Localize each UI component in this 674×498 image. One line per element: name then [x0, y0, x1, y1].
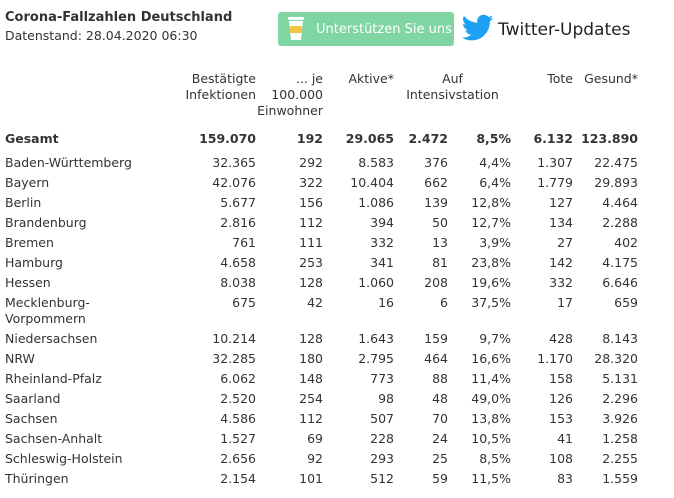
cases-table: [5, 71, 638, 489]
cell-per-100k: 42: [307, 295, 323, 310]
cell-confirmed: 42.076: [212, 175, 256, 190]
cell-deaths: 428: [549, 331, 573, 346]
cell-icu-percent: 19,6%: [471, 275, 511, 290]
cell-active: 512: [370, 471, 394, 486]
cell-icu-percent: 9,7%: [479, 331, 511, 346]
cell-region-line: Vorpommern: [5, 311, 86, 326]
header-confirmed: [165, 71, 256, 129]
cell-recovered: 28.320: [594, 351, 638, 366]
cell-region: Hessen: [5, 275, 51, 290]
cell-icu: 159: [424, 331, 448, 346]
cell-icu-percent: 12,7%: [471, 215, 511, 230]
cell-active: 507: [370, 411, 394, 426]
header-active: Aktive*: [348, 71, 394, 86]
header-per-100k-line3: Einwohner: [257, 103, 323, 118]
header-icu-line2: Intensivstation: [406, 87, 499, 102]
header-per-100k-line1: ... je: [295, 71, 323, 86]
cell-icu: 2.472: [408, 131, 448, 146]
header-per-100k: [256, 71, 323, 129]
table-row: [5, 369, 638, 389]
cell-recovered: 3.926: [602, 411, 638, 426]
cell-icu-percent: 11,4%: [471, 371, 511, 386]
data-timestamp: Datenstand: 28.04.2020 06:30: [5, 28, 198, 43]
cell-icu-percent: 8,5%: [476, 131, 511, 146]
cell-deaths: 142: [549, 255, 573, 270]
cell-deaths: 41: [557, 431, 573, 446]
cell-recovered: 4.175: [602, 255, 638, 270]
cell-recovered: 6.646: [602, 275, 638, 290]
cell-region: Thüringen: [5, 471, 69, 486]
cell-region: Gesamt: [5, 131, 59, 146]
cell-recovered: 402: [614, 235, 638, 250]
cell-active: 341: [370, 255, 394, 270]
header-region: [5, 71, 165, 129]
cell-deaths: 6.132: [533, 131, 573, 146]
cell-icu-percent: 11,5%: [471, 471, 511, 486]
cell-confirmed: 32.285: [212, 351, 256, 366]
cell-per-100k: 128: [299, 331, 323, 346]
cell-active: 10.404: [350, 175, 394, 190]
cell-icu: 48: [432, 391, 448, 406]
cell-icu-percent: 12,8%: [471, 195, 511, 210]
table-row: [5, 193, 638, 213]
cell-confirmed: 5.677: [220, 195, 256, 210]
cell-recovered: 659: [614, 295, 638, 310]
header-deaths: Tote: [547, 71, 573, 86]
table-row: [5, 389, 638, 409]
cell-recovered: 2.255: [602, 451, 638, 466]
cell-recovered: 123.890: [581, 131, 638, 146]
cell-icu-percent: 3,9%: [479, 235, 511, 250]
cell-active: 2.795: [358, 351, 394, 366]
cell-region: Rheinland-Pfalz: [5, 371, 102, 386]
cell-region: Brandenburg: [5, 215, 87, 230]
cell-icu: 88: [432, 371, 448, 386]
cell-icu: 376: [424, 155, 448, 170]
cell-recovered: 1.559: [602, 471, 638, 486]
cell-region: NRW: [5, 351, 35, 366]
cell-icu-percent: 8,5%: [479, 451, 511, 466]
cell-confirmed: 6.062: [220, 371, 256, 386]
cell-region: Bremen: [5, 235, 54, 250]
header-confirmed-line1: Bestätigte: [191, 71, 256, 86]
twitter-updates-link[interactable]: [462, 14, 630, 46]
cell-recovered: 5.131: [602, 371, 638, 386]
cell-icu: 139: [424, 195, 448, 210]
cell-deaths: 126: [549, 391, 573, 406]
cell-per-100k: 92: [307, 451, 323, 466]
cell-recovered: 8.143: [602, 331, 638, 346]
cell-region: Baden-Württemberg: [5, 155, 132, 170]
cell-confirmed: 4.658: [220, 255, 256, 270]
cell-per-100k: 112: [299, 215, 323, 230]
cell-icu: 208: [424, 275, 448, 290]
cell-per-100k: 192: [296, 131, 323, 146]
cell-icu: 13: [432, 235, 448, 250]
cell-recovered: 22.475: [594, 155, 638, 170]
table-row: [5, 429, 638, 449]
cell-per-100k: 322: [299, 175, 323, 190]
cell-deaths: 108: [549, 451, 573, 466]
cell-recovered: 2.288: [602, 215, 638, 230]
cell-recovered: 29.893: [594, 175, 638, 190]
cell-per-100k: 292: [299, 155, 323, 170]
cell-confirmed: 10.214: [212, 331, 256, 346]
cell-recovered: 1.258: [602, 431, 638, 446]
cell-active: 16: [378, 295, 394, 310]
cell-region: Schleswig-Holstein: [5, 451, 123, 466]
cell-confirmed: 761: [232, 235, 256, 250]
cell-deaths: 1.170: [537, 351, 573, 366]
cell-deaths: 83: [557, 471, 573, 486]
cell-confirmed: 2.154: [220, 471, 256, 486]
cell-region: Hamburg: [5, 255, 63, 270]
cell-per-100k: 148: [299, 371, 323, 386]
cell-active: 773: [370, 371, 394, 386]
cell-icu-percent: 4,4%: [479, 155, 511, 170]
table-row: [5, 293, 638, 329]
cell-icu-percent: 10,5%: [471, 431, 511, 446]
cell-per-100k: 128: [299, 275, 323, 290]
cell-confirmed: 1.527: [220, 431, 256, 446]
cell-per-100k: 111: [299, 235, 323, 250]
table-row: [5, 449, 638, 469]
table-row: [5, 349, 638, 369]
cell-confirmed: 159.070: [199, 131, 256, 146]
cell-confirmed: 32.365: [212, 155, 256, 170]
cell-icu-percent: 37,5%: [471, 295, 511, 310]
cell-confirmed: 2.656: [220, 451, 256, 466]
page-title: Corona-Fallzahlen Deutschland: [5, 10, 233, 25]
twitter-bird-icon: [462, 14, 494, 46]
cell-active: 98: [378, 391, 394, 406]
cell-per-100k: 180: [299, 351, 323, 366]
cell-confirmed: 2.816: [220, 215, 256, 230]
table-header-row: [5, 71, 638, 129]
cell-deaths: 153: [549, 411, 573, 426]
cell-deaths: 332: [549, 275, 573, 290]
cell-icu: 81: [432, 255, 448, 270]
table-row-total: [5, 129, 638, 153]
cell-icu: 59: [432, 471, 448, 486]
cell-per-100k: 254: [299, 391, 323, 406]
header-icu-line1: Auf: [442, 71, 463, 86]
table-row: [5, 253, 638, 273]
cell-confirmed: 4.586: [220, 411, 256, 426]
table-row: [5, 329, 638, 349]
table-row: [5, 273, 638, 293]
support-button-label: Unterstützen Sie uns: [316, 21, 452, 37]
table-row: [5, 153, 638, 173]
cell-active: 394: [370, 215, 394, 230]
cell-region: Berlin: [5, 195, 42, 210]
table-row: [5, 173, 638, 193]
cell-deaths: 27: [557, 235, 573, 250]
support-button[interactable]: [278, 12, 454, 46]
cell-active: 8.583: [358, 155, 394, 170]
cell-icu-percent: 23,8%: [471, 255, 511, 270]
cell-icu-percent: 6,4%: [479, 175, 511, 190]
cell-icu: 24: [432, 431, 448, 446]
table-row: [5, 213, 638, 233]
cell-icu-percent: 49,0%: [471, 391, 511, 406]
cell-deaths: 158: [549, 371, 573, 386]
coffee-cup-icon: [282, 12, 310, 46]
cell-per-100k: 101: [299, 471, 323, 486]
cell-icu: 6: [440, 295, 448, 310]
cell-active: 1.060: [358, 275, 394, 290]
cell-icu: 464: [424, 351, 448, 366]
cell-region-line: Mecklenburg-: [5, 295, 90, 310]
cell-deaths: 127: [549, 195, 573, 210]
table-row: [5, 233, 638, 253]
cell-icu: 50: [432, 215, 448, 230]
cell-active: 332: [370, 235, 394, 250]
cell-region: Bayern: [5, 175, 50, 190]
cell-confirmed: 8.038: [220, 275, 256, 290]
cell-active: 228: [370, 431, 394, 446]
cell-per-100k: 156: [299, 195, 323, 210]
header-icu: [394, 71, 511, 129]
cell-region: Sachsen-Anhalt: [5, 431, 103, 446]
cell-region: Sachsen: [5, 411, 58, 426]
cell-icu-percent: 13,8%: [471, 411, 511, 426]
cell-region: Niedersachsen: [5, 331, 98, 346]
header-recovered: Gesund*: [584, 71, 638, 86]
header-confirmed-line2: Infektionen: [185, 87, 256, 102]
cell-per-100k: 69: [307, 431, 323, 446]
cell-deaths: 1.307: [537, 155, 573, 170]
cell-per-100k: 253: [299, 255, 323, 270]
cell-icu: 662: [424, 175, 448, 190]
cell-deaths: 1.779: [537, 175, 573, 190]
cell-active: 293: [370, 451, 394, 466]
cell-recovered: 2.296: [602, 391, 638, 406]
cell-active: 1.086: [358, 195, 394, 210]
cell-region: [5, 293, 165, 329]
cell-region: Saarland: [5, 391, 61, 406]
header-per-100k-line2: 100.000: [271, 87, 323, 102]
cell-icu: 70: [432, 411, 448, 426]
twitter-updates-label: Twitter-Updates: [498, 20, 631, 40]
cell-recovered: 4.464: [602, 195, 638, 210]
cell-confirmed: 675: [232, 295, 256, 310]
cell-deaths: 134: [549, 215, 573, 230]
cell-active: 1.643: [358, 331, 394, 346]
table-row: [5, 409, 638, 429]
cell-per-100k: 112: [299, 411, 323, 426]
table-row: [5, 469, 638, 489]
cell-deaths: 17: [557, 295, 573, 310]
cell-icu-percent: 16,6%: [471, 351, 511, 366]
cell-active: 29.065: [345, 131, 394, 146]
cell-confirmed: 2.520: [220, 391, 256, 406]
cell-icu: 25: [432, 451, 448, 466]
